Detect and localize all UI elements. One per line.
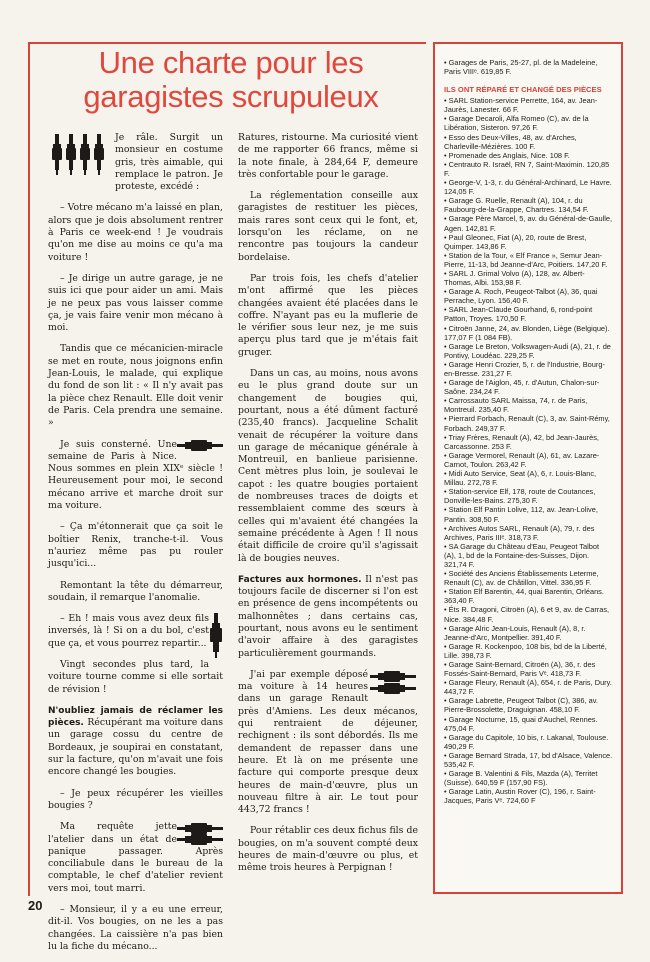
paragraph: Je suis consterné. Une semaine de Paris à Nice. Nous sommes en plein XIXᵉ siècle ! Heureusement pour moi, le second mécano arrive et marche droit sur ma voiture. — [48, 438, 223, 512]
list-item: • Paul Gleonec, Fiat (A), 20, route de Brest, Quimper. 143,86 F. — [444, 232, 587, 251]
list-item: • Station Elf Barentin, 44, quai Barentin, Orléans. 363,40 F. — [444, 587, 604, 606]
list-item: • Garage G. Ruelle, Renault (A), 104, r. du Faubourg-de-la-Grappe, Chartres. 134,54 F. — [444, 196, 589, 215]
list-item: • Garage R. Kockenpoo, 108 bis, bd de la Liberté, Lille. 398,73 F. — [444, 641, 607, 660]
list-item: • Garage Latin, Austin Rover (C), 196, r. Saint-Jacques, Paris Vᵉ. 724,60 F — [444, 787, 596, 806]
paragraph: La réglementation conseille aux garagistes de restituer les pièces, mais rares sont ceux qui le font, et, lorsqu'on les réclame, on ne rencontre pas toujours la candeur bordelaise. — [238, 190, 418, 263]
list-item: • George-V, 1-3, r. du Général-Archinard, Le Havre. 124,05 F. — [444, 178, 612, 197]
subhead: N'oubliez jamais de réclamer les pièces. — [48, 705, 223, 729]
list-item: • Citroën Janne, 24, av. Blonden, Liège (Belgique). 177,07 F (1 084 FB). — [444, 323, 610, 342]
paragraph: Ratures, ristourne. Ma curiosité vient de me rapporter 66 francs, même si la note finale, à 284,64 F, demeure très confortable pour le garage. — [238, 132, 418, 180]
list-item: • Garage Decaroli, Alfa Romeo (C), av. de la Libération, Sisteron. 97,26 F. — [444, 114, 589, 133]
paragraph: Je râle. Surgit un monsieur en costume gris, très aimable, qui remplace le patron. Je proteste, excédé : — [115, 132, 223, 193]
list-item: • Pierrard Forbach, Renault (C), 3, av. Saint-Rémy, Forbach. 249,37 F. — [444, 414, 610, 433]
paragraph: Par trois fois, les chefs d'atelier m'ont affirmé que les pièces changées avaient été placées dans le coffre. N'ayant pas eu la muflerie de le vérifier sous leur nez, je me suis aperçu plus tard que je m'étais fait gruger. — [238, 272, 418, 358]
spark-plugs-pair-illustration — [177, 821, 223, 845]
list-item: • Triay Frères, Renault (A), 42, bd Jean-Jaurès, Carcassonne. 253 F. — [444, 432, 599, 451]
paragraph-with-subhead — [48, 705, 223, 779]
paragraph: – Je dirige un autre garage, je ne suis ici que pour aider un ami. Mais je ne peux pas vous laisser comme ça, je vais faire venir mon mécano à moi. — [48, 272, 223, 334]
paragraph: – Je peux récupérer les vieilles bougies ? — [48, 787, 223, 811]
paragraph: Remontant la tête du démarreur, soudain, il remarque l'anomalie. — [48, 579, 223, 603]
paragraph: Dans un cas, au moins, nous avons eu le plus grand doute sur un changement de bougies qui, pourtant, nous a été dûment facturé (235,40 francs). Jacqueline Schalit venait de récupérer la voiture dans un garage de mécanique générale à Montreuil, en banlieue parisienne. Cent mètres plus loin, je soulevai le capot : les quatre bougies portaient de nombreuses traces de doigts et ressemblaient comme des sœurs à celles qui m'avaient été changées la semaine précédente à Agen ! Il nous était difficile de croire qu'il s'agissait là de bougies neuves. — [238, 368, 418, 564]
paragraph-text: Récupérant ma voiture dans un garage cossu du centre de Bordeaux, je soupirai en constatant, sur la facture, qu'on m'avait une fois encore changé les bougies. — [48, 717, 223, 778]
list-item: • Garage de l'Aiglon, 45, r. d'Autun, Chalon-sur-Saône. 234,24 F. — [444, 378, 600, 397]
paragraph: J'ai par exemple déposé ma voiture à 14 heures dans un garage Renault près d'Amiens. Les deux mécanos, qui rentraient de déjeuner, rechignent : ils sont débordés. Ils me demandent de repasser dans une heure. Et là on me présente une facture qui comporte presque deux heures de main-d'œuvre, plus un nouveau filtre à air. Le tout pour 443,72 francs ! — [238, 668, 418, 816]
paragraph: – Eh ! mais vous avez deux fils inversés, là ! Si on a du bol, c'est que ça, et vous pourrez repartir... — [48, 613, 209, 649]
list-item: • Société des Anciens Établissements Leterme, Renault (C), av. de Châtillon, Vittel. 336,95 F. — [444, 569, 599, 588]
list-heading: ILS ONT RÉPARÉ ET CHANGÉ DES PIÈCES — [444, 85, 602, 95]
paragraph: – Ça m'étonnerait que ça soit le boîtier Renix, tranche-t-il. Vous n'auriez même pas pu rouler jusqu'ici... — [48, 521, 223, 570]
list-item: • SARL J. Grimal Volvo (A), 128, av. Albert-Thomas, Albi. 153,98 F. — [444, 268, 585, 288]
list-item: • Garage Bernard Strada, 17, bd d'Alsace, Valence. 535,42 F. — [444, 750, 613, 770]
subhead: Factures aux hormones. — [238, 574, 362, 585]
garage-list — [444, 96, 613, 805]
paragraph: Vingt secondes plus tard, la voiture tourne comme si elle sortait de révision ! — [48, 658, 223, 695]
list-item: • Garage Fleury, Renault (A), 654, r. de Paris, Dury. 443,72 F. — [444, 678, 612, 697]
list-item: • Garage Alric Jean-Louis, Renault (A), 8, r. Jeanne-d'Arc, Montpellier. 391,40 F. — [444, 623, 586, 642]
list-item: • Station de la Tour, « Elf France », Semur Jean-Pierre, 11-13, bd Jeanne-d'Arc, Poitiers. 147,20 F. — [444, 250, 608, 269]
list-item: • Garages de Paris, 25-27, pl. de la Madeleine, Paris VIIIᵉ. 619,85 F. — [444, 58, 598, 77]
list-item: • Éts R. Dragoni, Citroën (A), 6 et 9, av. de Carras, Nice. 384,48 F. — [444, 605, 610, 624]
headline: Une charte pour les garagistes scrupuleux — [83, 45, 379, 114]
list-item: • Garage Le Breton, Volkswagen-Audi (A), 21, r. de Pontivy, Loudéac. 229,25 F. — [444, 341, 611, 360]
paragraph-text: Il n'est pas toujours facile de discerner si l'on est en présence de gens incompétents ou malhonnêtes ; dans certains cas, pourtant, nous avons eu le sentiment d'avoir affaire à des garagistes particulièrement gourmands. — [238, 573, 418, 659]
list-item: • Garage du Capitole, 10 bis, r. Lakanal, Toulouse. 490,29 F. — [444, 732, 609, 751]
spark-plug-horizontal-illustration — [177, 439, 223, 453]
spark-plug-vertical-illustration — [209, 613, 223, 661]
paragraph: Pour rétablir ces deux fichus fils de bougies, on m'a souvent compté deux heures de main-d'œuvre ou plus, et même trois heures à Perpignan ! — [238, 825, 418, 874]
paragraph-with-subhead — [238, 574, 418, 660]
list-item: • Station-service Elf, 178, route de Coutances, Donville-les-Bains. 275,30 F. — [444, 487, 596, 506]
paragraph: Ma requête jette l'atelier dans un état de panique passager. Après conciliabule dans le bureau de la comptable, le chef d'atelier revient vers moi, tout marri. — [48, 821, 223, 894]
list-item: • Garage Nocturne, 15, quai d'Auchel, Rennes. 475,04 F. — [444, 714, 598, 733]
list-item: • SARL Jean-Claude Gourhand, 6, rond-point Patton, Troyes. 170,50 F. — [444, 305, 593, 324]
garage-list-box — [433, 42, 623, 894]
list-item: • Centrauto R. Israël, RN 7, Saint-Maximin. 120,85 F. — [444, 159, 610, 178]
list-item: • Archives Autos SARL, Renault (A), 79, r. des Archives, Paris IIIᵉ. 318,73 F. — [444, 523, 595, 542]
list-item: • Garage B. Valentini & Fils, Mazda (A), Territet (Suisse). 640,59 F (157,90 FS). — [444, 769, 598, 788]
page-number: 20 — [28, 898, 43, 913]
list-item: • Garage Henri Crozier, 5, r. de l'Industrie, Bourg-en-Bresse. 231,27 F. — [444, 359, 605, 378]
paragraph: – Votre mécano m'a laissé en plan, alors que je dois absolument rentrer à Paris ce week-end ! Je voudrais qu'on me dise au moins ce qu'a ma voiture ! — [48, 202, 223, 263]
spark-plugs-pair-illustration — [368, 669, 418, 695]
paragraph: Tandis que ce mécanicien-miracle se met en route, nous joignons enfin Jean-Louis, le malade, qui explique du fond de son lit : « Il n'y avait pas la pièce chez Renault. Elle doit venir de Paris. Cela prendra une semaine. » — [48, 343, 223, 429]
list-item: • Station Elf Pantin Lolive, 112, av. Jean-Lolive, Pantin. 308,50 F. — [444, 505, 598, 524]
list-item: • Promenade des Anglais, Nice. 108 F. — [444, 150, 570, 160]
spark-plugs-illustration — [48, 132, 110, 184]
paragraph: – Monsieur, il y a eu une erreur, dit-il. Vos bougies, on ne les a pas changées. La caissière n'a pas bien lu la fiche du mécano... — [48, 904, 223, 952]
list-item: • SA Garage du Château d'Eau, Peugeot Talbot (A), 1, bd de la Fontaine-des-Suisses, Dijon. 321,74 F. — [444, 541, 600, 569]
list-item: • Carrossauto SARL Maissa, 74, r. de Paris, Montreuil. 235,40 F. — [444, 396, 588, 415]
article-column-1 — [48, 132, 223, 962]
list-item: • Garage Père Marcel, 5, av. du Général-de-Gaulle, Agen. 142,81 F. — [444, 214, 612, 233]
article-column-2 — [238, 132, 418, 884]
list-item: • Garage Saint-Bernard, Citroën (A), 36, r. des Fossés-Saint-Bernard, Paris Vᵉ. 418,73 F. — [444, 660, 596, 679]
list-item: • Esso des Deux-Villes, 48, av. d'Arches, Charleville-Mézières. 100 F. — [444, 132, 577, 151]
list-item: • Garage A. Roch, Peugeot-Talbot (A), 36, quai Perrache, Lyon. 156,40 F. — [444, 287, 598, 306]
list-item: • Midi Auto Service, Seat (A), 6, r. Louis-Blanc, Millau. 272,78 F. — [444, 469, 597, 488]
list-item: • Garage Labrette, Peugeot Talbot (C), 386, av. Pierre-Brossolette, Draguignan. 458,10 F. — [444, 696, 598, 715]
list-item: • Garage Vermorel, Renault (A), 61, av. Lazare-Carnot, Toulon. 263,42 F. — [444, 450, 600, 469]
list-item: • SARL Station-service Perrette, 164, av. Jean-Jaurès, Lanester. 66 F. — [444, 96, 598, 115]
